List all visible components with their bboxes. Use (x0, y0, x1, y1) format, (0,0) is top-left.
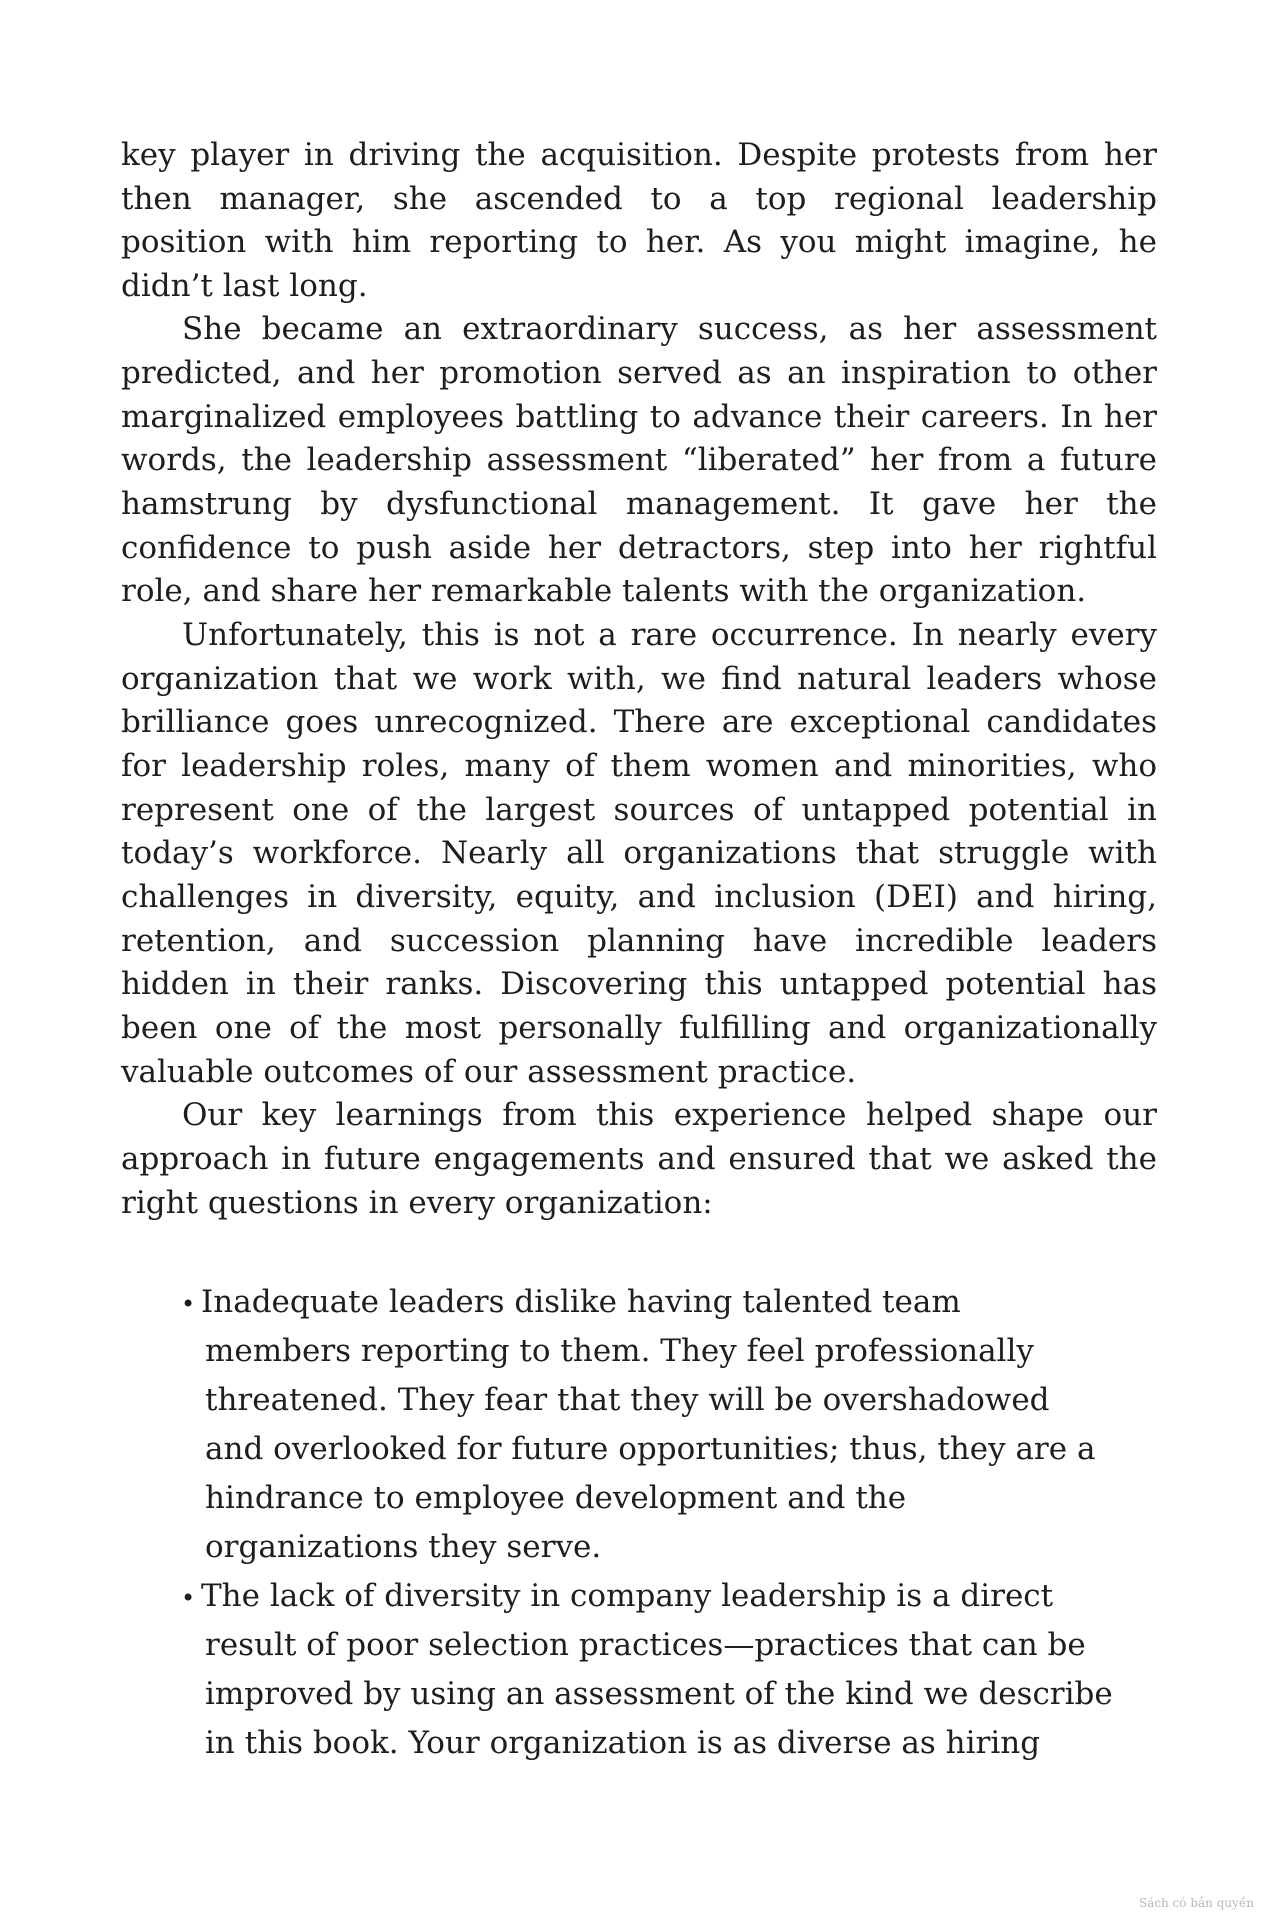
paragraph-line: represent one of the largest sources of untapped potential in (121, 792, 1157, 828)
paragraph-line: been one of the most personally fulfilling and organizationally (121, 1010, 1157, 1046)
bullet-first-line (181, 1576, 1121, 1618)
bullet-line: members reporting to them. They feel professionally (205, 1333, 1034, 1369)
paragraph-line: approach in future engagements and ensured that we asked the (121, 1141, 1157, 1177)
paragraph-line: role, and share her remarkable talents with the organization. (121, 573, 1087, 609)
paragraph-line: today’s workforce. Nearly all organizations that struggle with (121, 835, 1157, 871)
bullet-line: result of poor selection practices—practices that can be (205, 1627, 1086, 1663)
paragraph-line: valuable outcomes of our assessment practice. (121, 1054, 857, 1090)
paragraph-line: Our key learnings from this experience helped shape our (182, 1097, 1157, 1133)
bullet-marker: • (181, 1584, 196, 1612)
paragraph-line: brilliance goes unrecognized. There are exceptional candidates (121, 704, 1157, 740)
paragraph-line: retention, and succession planning have incredible leaders (121, 923, 1157, 959)
paragraph-line: for leadership roles, many of them women and minorities, who (121, 748, 1157, 784)
paragraph-line: then manager, she ascended to a top regional leadership (121, 181, 1157, 217)
bullet-line-text: Inadequate leaders dislike having talented team (201, 1284, 961, 1320)
bullet-line: and overlooked for future opportunities; thus, they are a (205, 1431, 1096, 1467)
paragraph-line: predicted, and her promotion served as an inspiration to other (121, 355, 1157, 391)
bullet-line: in this book. Your organization is as diverse as hiring (205, 1725, 1041, 1761)
bullet-line: hindrance to employee development and the (205, 1480, 907, 1516)
paragraph-line: right questions in every organization: (121, 1185, 713, 1221)
paragraph-line: challenges in diversity, equity, and inclusion (DEI) and hiring, (121, 879, 1157, 915)
bullet-line-text: The lack of diversity in company leadership is a direct (201, 1578, 1054, 1614)
paragraph-line: organization that we work with, we find natural leaders whose (121, 661, 1157, 697)
bullet-line: threatened. They fear that they will be overshadowed (205, 1382, 1050, 1418)
paragraph-line: Unfortunately, this is not a rare occurrence. In nearly every (182, 617, 1157, 653)
paragraph-line: marginalized employees battling to advance their careers. In her (121, 399, 1157, 435)
bullet-line: organizations they serve. (205, 1529, 602, 1565)
paragraph-line: position with him reporting to her. As you might imagine, he (121, 224, 1157, 260)
bullet-marker: • (181, 1290, 196, 1318)
bullet-first-line (181, 1282, 1121, 1324)
paragraph-line: She became an extraordinary success, as her assessment (182, 311, 1157, 347)
copyright-watermark: Sách có bản quyền (1138, 1896, 1254, 1910)
paragraph-line: confidence to push aside her detractors, step into her rightful (121, 530, 1157, 566)
paragraph-line: words, the leadership assessment “liberated” her from a future (121, 442, 1157, 478)
bullet-line: improved by using an assessment of the kind we describe (205, 1676, 1113, 1712)
paragraph-line: hidden in their ranks. Discovering this untapped potential has (121, 966, 1157, 1002)
paragraph-line: key player in driving the acquisition. Despite protests from her (121, 137, 1157, 173)
paragraph-line: hamstrung by dysfunctional management. It gave her the (121, 486, 1157, 522)
paragraph-line: didn’t last long. (121, 268, 368, 304)
